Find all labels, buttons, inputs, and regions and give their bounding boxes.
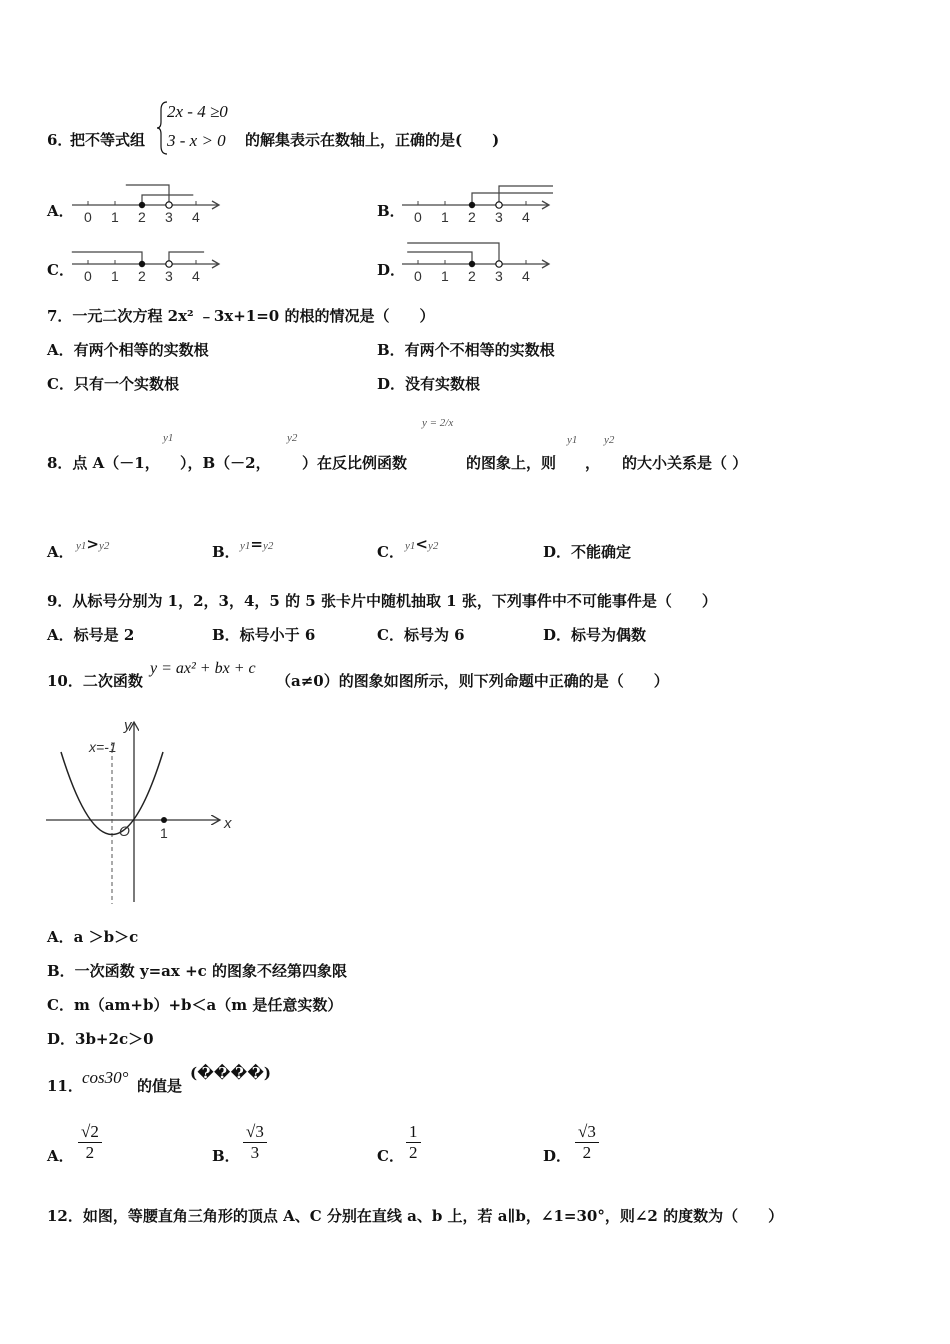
q12-stem: 12．如图，等腰直角三角形的顶点 A、C 分别在直线 a、b 上，若 a∥b，∠1=30°，则∠2 的度数为（ ） [47,1207,784,1225]
tick-label: 2 [138,268,146,284]
tick-label: 1 [111,268,119,284]
q11-option-b-fraction: $\frac{√3}{3}$ [243,1122,267,1163]
tick-label: 0 [84,209,92,225]
q8-y2-placeholder: y2 [287,432,298,444]
q8-option-c-label: C． [377,543,404,561]
q9-option-c: C．标号为 6 [377,626,465,644]
q7-stem: 7．一元二次方程 2x² ﹣3x+1=0 的根的情况是（ ） [47,307,435,325]
solution-bracket [407,252,472,264]
tick-label: 0 [414,268,422,284]
q11-option-a-label: A． [47,1147,74,1165]
tick-label: 3 [495,268,503,284]
q7-option-b: B．有两个不相等的实数根 [377,341,555,359]
q6-number: 6． [47,131,73,149]
tick-label: 0 [84,268,92,284]
tick-label: 2 [468,209,476,225]
tick-label: 4 [192,209,200,225]
solution-bracket [407,243,499,264]
q8-option-c-expr: y1<y2 [405,535,439,553]
q10-option-c: C．m（am+b）+b＜a（m 是任意实数） [47,996,343,1014]
q11-option-c-fraction: $\frac{1}{2}$ [406,1122,421,1163]
q8-y1-placeholder: y1 [163,432,174,444]
y-label: y [124,717,132,734]
q8-y2-placeholder-2: y2 [604,434,615,446]
solution-bracket [169,252,204,264]
q8-option-d: D．不能确定 [543,543,632,561]
open-point [166,261,172,267]
q11-option-a-fraction: $\frac{√2}{2}$ [78,1122,102,1163]
q9-stem: 9．从标号分别为 1，2，3，4，5 的 5 张卡片中随机抽取 1 张，下列事件中不可能事件是（ ） [47,592,717,610]
number-line-b [400,178,560,228]
closed-point [469,202,475,208]
q6-system-line2: 3 - x > 0 [167,131,226,150]
one-label: 1 [160,825,168,841]
open-point [496,261,502,267]
q11-tail: (����) [190,1064,271,1082]
q8-stem-f: 的大小关系是（ ） [622,454,748,472]
closed-point [139,261,145,267]
q6-option-a-label: A． [47,202,74,220]
q6-system-line1: 2x - 4 ≥0 [167,102,228,121]
q7-option-c: C．只有一个实数根 [47,375,179,393]
x-label: x [224,815,232,832]
q11-number: 11． [47,1077,83,1095]
solution-bracket [72,252,142,264]
q8-y1-placeholder-2: y1 [567,434,578,446]
root-point [161,817,167,823]
q7-option-a: A．有两个相等的实数根 [47,341,209,359]
tick-label: 3 [165,268,173,284]
q8-stem-c: ）在反比例函数 [302,454,408,472]
parabola-graph [44,712,244,907]
q6-stem-a: 把不等式组 [70,131,146,149]
tick-label: 1 [441,268,449,284]
symmetry-label: x=-1 [89,739,117,755]
q10-option-d: D．3b+2c＞0 [47,1030,154,1048]
open-point [166,202,172,208]
q6-option-d-label: D． [377,261,406,279]
q8-comma: ， [585,454,601,472]
q11-option-d-fraction: $\frac{√3}{2}$ [575,1122,599,1163]
q10-stem-b: （a≠0）的图象如图所示，则下列命题中正确的是（ ） [276,672,669,690]
tick-label: 4 [192,268,200,284]
q10-option-b: B．一次函数 y=ax +c 的图象不经第四象限 [47,962,347,980]
q8-option-a-label: A． [47,543,74,561]
number-line-c [70,237,230,287]
closed-point [139,202,145,208]
q8-function: y = 2/x [422,417,454,429]
q11-option-c-label: C． [377,1147,404,1165]
tick-label: 4 [522,209,530,225]
q11-option-b-label: B． [212,1147,240,1165]
q11-expr: cos30° [82,1068,129,1087]
q9-option-d: D．标号为偶数 [543,626,647,644]
q11-option-d-label: D． [543,1147,572,1165]
solution-bracket [472,193,553,205]
q6-stem-b: 的解集表示在数轴上，正确的是( ) [245,131,500,149]
tick-label: 4 [522,268,530,284]
q8-option-b-label: B． [212,543,240,561]
closed-point [469,261,475,267]
tick-label: 2 [468,268,476,284]
open-point [496,202,502,208]
tick-label: 2 [138,209,146,225]
q8-stem-b: ），B（－2， [180,454,271,472]
tick-label: 0 [414,209,422,225]
q11-stem: 的值是 [137,1077,183,1095]
q8-stem-d: 的图象上，则 [466,454,557,472]
q10-option-a: A．a ＞b＞c [47,928,139,946]
q10-stem-a: 10．二次函数 [47,672,143,690]
tick-label: 3 [165,209,173,225]
tick-label: 3 [495,209,503,225]
tick-label: 1 [441,209,449,225]
tick-label: 1 [111,209,119,225]
q8-option-b-expr: y1=y2 [240,535,274,553]
q6-option-c-label: C． [47,261,74,279]
number-line-a [70,178,230,228]
q10-formula: y = ax² + bx + c [150,660,256,677]
q9-option-a: A．标号是 2 [47,626,135,644]
number-line-d [400,237,560,287]
origin-label: O [119,823,130,839]
q8-stem-a: 8．点 A（－1， [47,454,160,472]
q9-option-b: B．标号小于 6 [212,626,316,644]
q6-option-b-label: B． [377,202,405,220]
q8-option-a-expr: y1>y2 [76,535,110,553]
q7-option-d: D．没有实数根 [377,375,481,393]
